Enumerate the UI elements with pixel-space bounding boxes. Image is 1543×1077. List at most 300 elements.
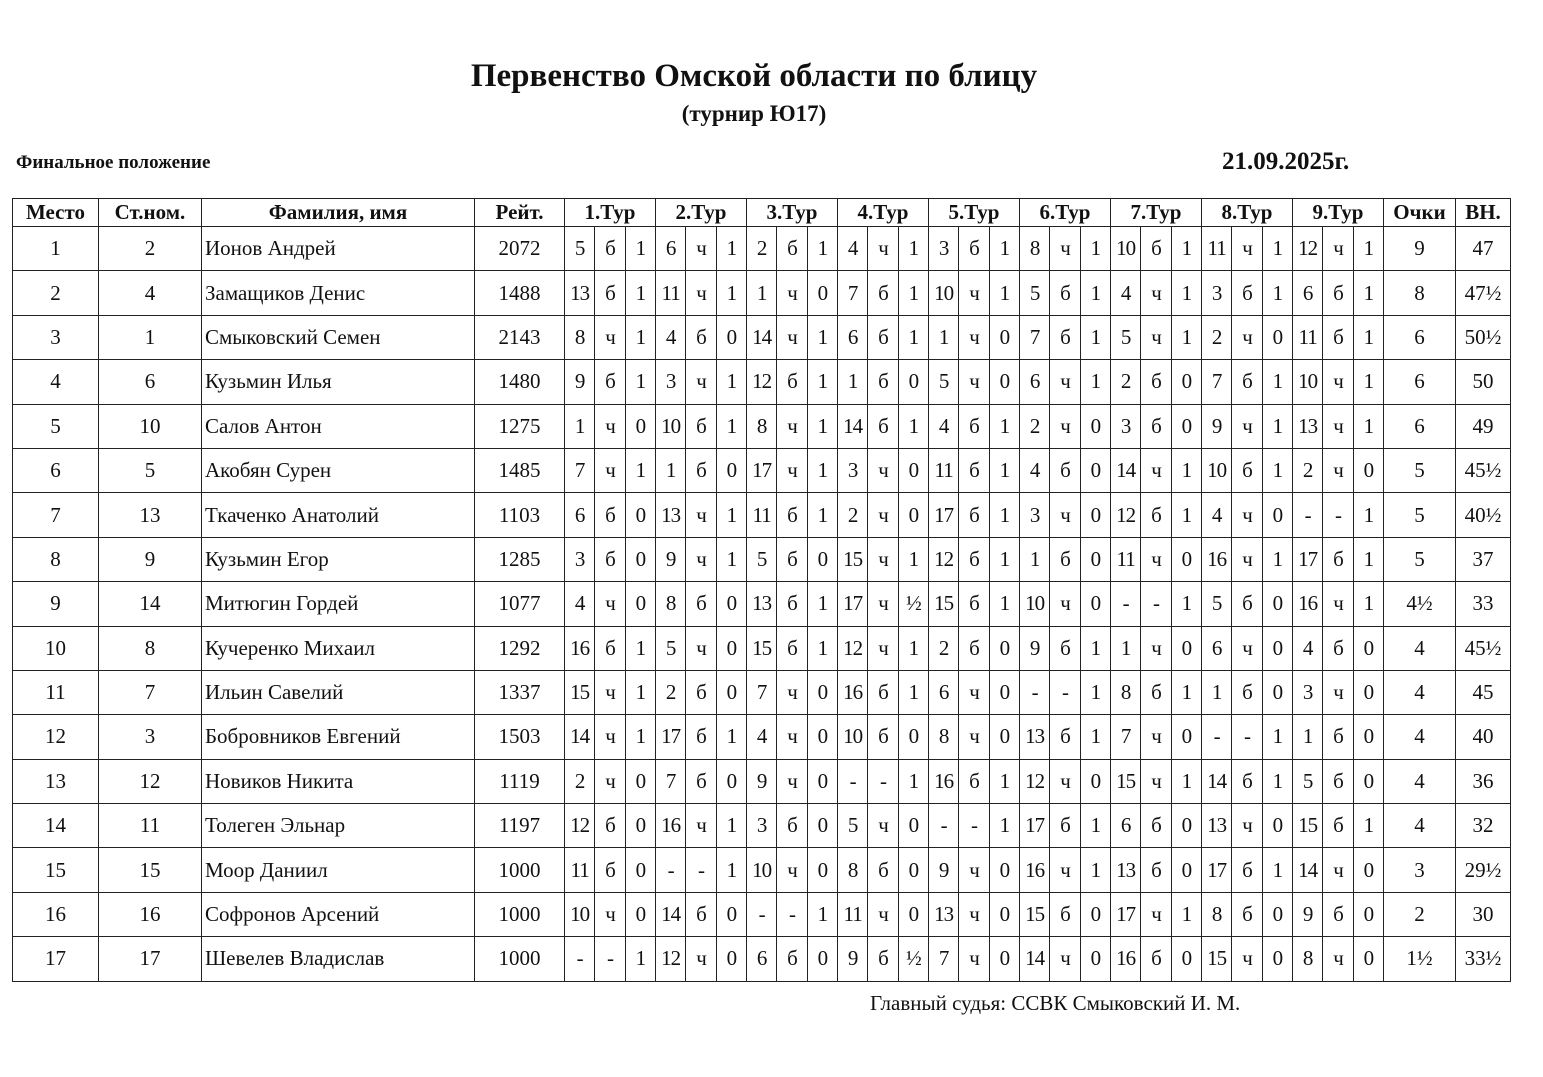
round-2-color: ч [686, 271, 716, 315]
round-1-color: ч [595, 715, 625, 759]
round-5-opponent: 3 [929, 227, 959, 271]
round-1-color: б [595, 493, 625, 537]
round-2-result: 1 [716, 804, 746, 848]
round-5-result: 0 [989, 315, 1019, 359]
bh-cell: 47 [1456, 227, 1511, 271]
document-subtitle: (турнир Ю17) [681, 101, 827, 126]
round-3-opponent: - [747, 892, 777, 936]
round-5-opponent: - [929, 804, 959, 848]
round-6-opponent: 17 [1020, 804, 1050, 848]
round-5-color: - [959, 804, 989, 848]
points-cell: 2 [1384, 892, 1456, 936]
round-6-opponent: 3 [1020, 493, 1050, 537]
round-7-result: 1 [1171, 892, 1201, 936]
round-3-color: ч [777, 448, 807, 492]
rating-cell: 1103 [475, 493, 565, 537]
round-9-opponent: 13 [1293, 404, 1323, 448]
rating-cell: 1503 [475, 715, 565, 759]
round-5-result: 1 [989, 448, 1019, 492]
round-1-color: б [595, 626, 625, 670]
place-cell: 16 [13, 892, 99, 936]
round-8-opponent: 5 [1202, 582, 1232, 626]
round-4-opponent: 10 [838, 715, 868, 759]
round-1-opponent: 8 [565, 315, 595, 359]
round-6-result: 1 [1080, 715, 1110, 759]
round-8-color: б [1232, 892, 1262, 936]
header-start-no: Ст.ном. [99, 199, 202, 227]
table-row [13, 448, 1511, 492]
round-6-color: ч [1050, 759, 1080, 803]
start-no-cell: 12 [99, 759, 202, 803]
round-3-result: 1 [807, 360, 837, 404]
round-7-opponent: 17 [1111, 892, 1141, 936]
round-7-color: ч [1141, 271, 1171, 315]
round-8-color: ч [1232, 937, 1262, 981]
round-2-color: б [686, 582, 716, 626]
round-9-result: 0 [1353, 626, 1383, 670]
round-3-result: 0 [807, 804, 837, 848]
round-4-color: б [868, 937, 898, 981]
round-4-result: 0 [898, 448, 928, 492]
round-3-color: б [777, 227, 807, 271]
round-7-color: б [1141, 848, 1171, 892]
round-8-result: 1 [1262, 448, 1292, 492]
table-row [13, 537, 1511, 581]
round-5-opponent: 16 [929, 759, 959, 803]
round-7-result: 0 [1171, 804, 1201, 848]
round-8-result: 0 [1262, 937, 1292, 981]
place-cell: 1 [13, 227, 99, 271]
place-cell: 11 [13, 670, 99, 714]
round-5-opponent: 10 [929, 271, 959, 315]
round-8-color: - [1232, 715, 1262, 759]
player-name-cell: Замащиков Денис [202, 271, 475, 315]
round-1-opponent: 10 [565, 892, 595, 936]
round-8-opponent: 15 [1202, 937, 1232, 981]
round-8-color: б [1232, 759, 1262, 803]
round-5-result: 1 [989, 537, 1019, 581]
round-3-opponent: 15 [747, 626, 777, 670]
player-name-cell: Шевелев Владислав [202, 937, 475, 981]
round-2-color: ч [686, 537, 716, 581]
round-8-opponent: 14 [1202, 759, 1232, 803]
round-5-color: б [959, 582, 989, 626]
round-4-result: 1 [898, 537, 928, 581]
header-round-4: 4.Тур [838, 199, 929, 227]
round-5-opponent: 5 [929, 360, 959, 404]
round-9-opponent: 12 [1293, 227, 1323, 271]
round-8-opponent: 13 [1202, 804, 1232, 848]
round-9-result: 1 [1353, 404, 1383, 448]
round-9-opponent: 17 [1293, 537, 1323, 581]
round-1-opponent: 12 [565, 804, 595, 848]
round-9-opponent: 1 [1293, 715, 1323, 759]
bh-cell: 49 [1456, 404, 1511, 448]
rating-cell: 1000 [475, 848, 565, 892]
round-6-result: 1 [1080, 315, 1110, 359]
start-no-cell: 3 [99, 715, 202, 759]
round-4-result: 1 [898, 271, 928, 315]
round-6-opponent: 12 [1020, 759, 1050, 803]
round-3-result: 1 [807, 404, 837, 448]
round-2-opponent: 9 [656, 537, 686, 581]
round-2-opponent: 8 [656, 582, 686, 626]
round-8-color: ч [1232, 315, 1262, 359]
round-6-result: 1 [1080, 227, 1110, 271]
round-7-color: б [1141, 360, 1171, 404]
round-5-opponent: 4 [929, 404, 959, 448]
round-3-opponent: 14 [747, 315, 777, 359]
place-cell: 5 [13, 404, 99, 448]
round-9-result: 1 [1353, 582, 1383, 626]
round-7-opponent: 7 [1111, 715, 1141, 759]
round-3-color: ч [777, 315, 807, 359]
round-5-color: ч [959, 271, 989, 315]
round-4-result: 1 [898, 315, 928, 359]
round-2-opponent: 13 [656, 493, 686, 537]
round-5-opponent: 7 [929, 937, 959, 981]
start-no-cell: 1 [99, 315, 202, 359]
round-3-color: б [777, 937, 807, 981]
round-2-opponent: 5 [656, 626, 686, 670]
round-6-opponent: 8 [1020, 227, 1050, 271]
place-cell: 13 [13, 759, 99, 803]
round-4-color: б [868, 404, 898, 448]
round-5-color: ч [959, 360, 989, 404]
bh-cell: 33 [1456, 582, 1511, 626]
round-3-result: 0 [807, 271, 837, 315]
round-1-result: 1 [625, 626, 655, 670]
header-round-5: 5.Тур [929, 199, 1020, 227]
round-6-opponent: 14 [1020, 937, 1050, 981]
round-5-result: 0 [989, 848, 1019, 892]
round-7-opponent: 2 [1111, 360, 1141, 404]
round-4-result: 1 [898, 626, 928, 670]
round-1-color: б [595, 848, 625, 892]
round-6-opponent: 4 [1020, 448, 1050, 492]
round-1-opponent: 6 [565, 493, 595, 537]
round-8-color: б [1232, 271, 1262, 315]
round-3-result: 1 [807, 493, 837, 537]
round-6-color: ч [1050, 493, 1080, 537]
round-9-opponent: 11 [1293, 315, 1323, 359]
round-9-opponent: 6 [1293, 271, 1323, 315]
round-1-opponent: 3 [565, 537, 595, 581]
points-cell: 4 [1384, 626, 1456, 670]
round-8-opponent: 2 [1202, 315, 1232, 359]
round-5-opponent: 1 [929, 315, 959, 359]
start-no-cell: 11 [99, 804, 202, 848]
round-8-opponent: 7 [1202, 360, 1232, 404]
round-8-opponent: 11 [1202, 227, 1232, 271]
round-8-opponent: 1 [1202, 670, 1232, 714]
round-2-result: 1 [716, 360, 746, 404]
round-2-color: б [686, 892, 716, 936]
round-8-opponent: 16 [1202, 537, 1232, 581]
start-no-cell: 7 [99, 670, 202, 714]
round-9-color: б [1323, 315, 1353, 359]
round-1-color: - [595, 937, 625, 981]
round-7-color: ч [1141, 626, 1171, 670]
round-4-result: 0 [898, 848, 928, 892]
round-6-opponent: 2 [1020, 404, 1050, 448]
round-8-result: 1 [1262, 759, 1292, 803]
header-points: Очки [1384, 199, 1456, 227]
round-4-color: ч [868, 804, 898, 848]
round-1-color: б [595, 804, 625, 848]
round-7-color: ч [1141, 892, 1171, 936]
round-3-result: 1 [807, 227, 837, 271]
round-2-color: ч [686, 626, 716, 670]
player-name-cell: Ильин Савелий [202, 670, 475, 714]
round-6-color: ч [1050, 582, 1080, 626]
round-1-opponent: 15 [565, 670, 595, 714]
round-3-opponent: 7 [747, 670, 777, 714]
round-6-color: - [1050, 670, 1080, 714]
round-4-result: 1 [898, 404, 928, 448]
round-9-color: б [1323, 626, 1353, 670]
round-5-opponent: 13 [929, 892, 959, 936]
points-cell: 6 [1384, 360, 1456, 404]
round-7-opponent: 12 [1111, 493, 1141, 537]
round-2-result: 1 [716, 848, 746, 892]
round-8-opponent: 9 [1202, 404, 1232, 448]
round-9-color: ч [1323, 227, 1353, 271]
round-8-color: ч [1232, 804, 1262, 848]
rating-cell: 1488 [475, 271, 565, 315]
round-6-result: 1 [1080, 670, 1110, 714]
rating-cell: 2072 [475, 227, 565, 271]
round-7-result: 0 [1171, 937, 1201, 981]
player-name-cell: Акобян Сурен [202, 448, 475, 492]
start-no-cell: 2 [99, 227, 202, 271]
round-5-opponent: 17 [929, 493, 959, 537]
round-6-opponent: 6 [1020, 360, 1050, 404]
round-9-result: 0 [1353, 670, 1383, 714]
round-3-opponent: 11 [747, 493, 777, 537]
round-9-color: ч [1323, 582, 1353, 626]
round-2-opponent: 14 [656, 892, 686, 936]
round-5-opponent: 6 [929, 670, 959, 714]
header-bh: ВН. [1456, 199, 1511, 227]
round-5-color: ч [959, 892, 989, 936]
bh-cell: 47½ [1456, 271, 1511, 315]
place-cell: 14 [13, 804, 99, 848]
round-2-result: 1 [716, 404, 746, 448]
round-5-result: 0 [989, 892, 1019, 936]
round-4-result: 0 [898, 892, 928, 936]
round-4-opponent: 2 [838, 493, 868, 537]
round-6-result: 0 [1080, 892, 1110, 936]
round-8-opponent: 8 [1202, 892, 1232, 936]
start-no-cell: 5 [99, 448, 202, 492]
round-8-color: ч [1232, 537, 1262, 581]
round-4-result: 1 [898, 759, 928, 803]
round-7-opponent: 3 [1111, 404, 1141, 448]
round-6-color: б [1050, 315, 1080, 359]
round-6-color: б [1050, 715, 1080, 759]
round-5-result: 1 [989, 759, 1019, 803]
round-3-color: б [777, 626, 807, 670]
round-1-color: ч [595, 404, 625, 448]
round-6-result: 0 [1080, 448, 1110, 492]
header-round-8: 8.Тур [1202, 199, 1293, 227]
place-cell: 3 [13, 315, 99, 359]
rating-cell: 1000 [475, 937, 565, 981]
round-4-opponent: 15 [838, 537, 868, 581]
rating-cell: 1275 [475, 404, 565, 448]
round-2-opponent: 6 [656, 227, 686, 271]
round-4-color: б [868, 848, 898, 892]
round-4-color: ч [868, 537, 898, 581]
header-round-1: 1.Тур [565, 199, 656, 227]
round-4-opponent: 4 [838, 227, 868, 271]
round-9-color: ч [1323, 404, 1353, 448]
round-1-result: 0 [625, 804, 655, 848]
header-name: Фамилия, имя [202, 199, 475, 227]
points-cell: 4 [1384, 804, 1456, 848]
round-1-result: 1 [625, 360, 655, 404]
round-8-result: 0 [1262, 315, 1292, 359]
round-2-result: 0 [716, 892, 746, 936]
player-name-cell: Новиков Никита [202, 759, 475, 803]
round-1-result: 0 [625, 493, 655, 537]
round-6-opponent: 13 [1020, 715, 1050, 759]
round-3-result: 0 [807, 670, 837, 714]
round-5-color: ч [959, 715, 989, 759]
table-row [13, 937, 1511, 981]
round-1-opponent: 13 [565, 271, 595, 315]
round-2-opponent: - [656, 848, 686, 892]
round-4-color: б [868, 315, 898, 359]
bh-cell: 37 [1456, 537, 1511, 581]
round-2-opponent: 11 [656, 271, 686, 315]
round-5-result: 0 [989, 626, 1019, 670]
round-5-opponent: 2 [929, 626, 959, 670]
rating-cell: 1197 [475, 804, 565, 848]
round-1-opponent: 1 [565, 404, 595, 448]
round-5-result: 0 [989, 715, 1019, 759]
round-4-result: 0 [898, 804, 928, 848]
round-4-opponent: 7 [838, 271, 868, 315]
player-name-cell: Толеген Эльнар [202, 804, 475, 848]
round-5-result: 1 [989, 804, 1019, 848]
round-8-opponent: 4 [1202, 493, 1232, 537]
round-7-opponent: 16 [1111, 937, 1141, 981]
round-6-color: б [1050, 626, 1080, 670]
place-cell: 15 [13, 848, 99, 892]
place-cell: 12 [13, 715, 99, 759]
round-7-opponent: 6 [1111, 804, 1141, 848]
round-4-color: б [868, 271, 898, 315]
round-5-opponent: 11 [929, 448, 959, 492]
round-4-color: ч [868, 582, 898, 626]
points-cell: 5 [1384, 537, 1456, 581]
round-2-opponent: 17 [656, 715, 686, 759]
round-3-result: 0 [807, 759, 837, 803]
round-2-result: 0 [716, 937, 746, 981]
round-8-result: 0 [1262, 626, 1292, 670]
round-9-result: 0 [1353, 848, 1383, 892]
start-no-cell: 10 [99, 404, 202, 448]
bh-cell: 29½ [1456, 848, 1511, 892]
round-6-color: ч [1050, 360, 1080, 404]
round-8-color: б [1232, 848, 1262, 892]
round-7-color: б [1141, 804, 1171, 848]
round-9-result: 1 [1353, 493, 1383, 537]
round-8-opponent: 3 [1202, 271, 1232, 315]
round-4-opponent: 3 [838, 448, 868, 492]
round-1-result: 1 [625, 937, 655, 981]
round-2-result: 0 [716, 626, 746, 670]
round-3-color: ч [777, 670, 807, 714]
round-7-result: 1 [1171, 448, 1201, 492]
round-6-result: 1 [1080, 271, 1110, 315]
standings-status: Финальное положение [16, 152, 211, 173]
round-3-opponent: 10 [747, 848, 777, 892]
start-no-cell: 6 [99, 360, 202, 404]
round-2-opponent: 16 [656, 804, 686, 848]
round-4-opponent: 9 [838, 937, 868, 981]
rating-cell: 1292 [475, 626, 565, 670]
round-7-color: б [1141, 404, 1171, 448]
round-8-result: 0 [1262, 670, 1292, 714]
round-6-result: 0 [1080, 537, 1110, 581]
round-6-opponent: 1 [1020, 537, 1050, 581]
points-cell: 3 [1384, 848, 1456, 892]
round-2-result: 0 [716, 759, 746, 803]
round-7-result: 1 [1171, 493, 1201, 537]
round-7-result: 1 [1171, 227, 1201, 271]
header-rating: Рейт. [475, 199, 565, 227]
round-2-color: б [686, 670, 716, 714]
round-2-opponent: 1 [656, 448, 686, 492]
round-6-color: ч [1050, 937, 1080, 981]
round-9-color: б [1323, 271, 1353, 315]
round-4-color: б [868, 360, 898, 404]
bh-cell: 30 [1456, 892, 1511, 936]
round-9-result: 1 [1353, 537, 1383, 581]
start-no-cell: 13 [99, 493, 202, 537]
table-row [13, 759, 1511, 803]
rating-cell: 1285 [475, 537, 565, 581]
round-4-opponent: 1 [838, 360, 868, 404]
round-3-opponent: 2 [747, 227, 777, 271]
round-2-result: 1 [716, 537, 746, 581]
round-6-color: б [1050, 892, 1080, 936]
round-7-opponent: 11 [1111, 537, 1141, 581]
tournament-date: 21.09.2025г. [1222, 148, 1350, 175]
round-2-color: ч [686, 937, 716, 981]
rating-cell: 1119 [475, 759, 565, 803]
round-1-color: б [595, 271, 625, 315]
round-1-color: ч [595, 448, 625, 492]
round-9-result: 1 [1353, 804, 1383, 848]
round-7-opponent: 10 [1111, 227, 1141, 271]
round-9-result: 1 [1353, 360, 1383, 404]
bh-cell: 40½ [1456, 493, 1511, 537]
round-6-opponent: 16 [1020, 848, 1050, 892]
start-no-cell: 14 [99, 582, 202, 626]
start-no-cell: 8 [99, 626, 202, 670]
round-2-color: б [686, 448, 716, 492]
round-1-result: 0 [625, 892, 655, 936]
round-7-opponent: 4 [1111, 271, 1141, 315]
round-7-color: б [1141, 937, 1171, 981]
round-1-opponent: 14 [565, 715, 595, 759]
round-9-opponent: 10 [1293, 360, 1323, 404]
start-no-cell: 16 [99, 892, 202, 936]
